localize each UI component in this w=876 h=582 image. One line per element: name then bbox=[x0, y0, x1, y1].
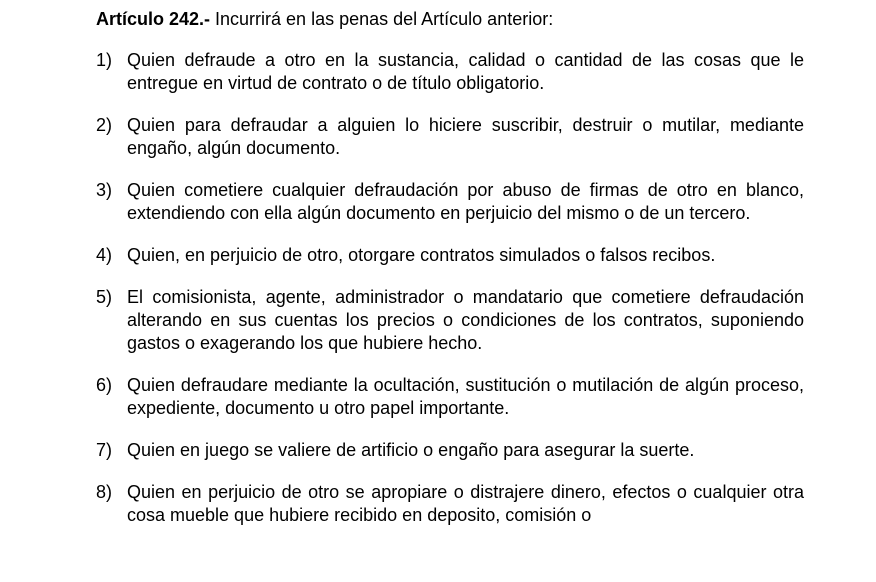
item-text: Quien defraudare mediante la ocultación, sustitución o mutilación de algún proceso, expediente, documento u otro papel importante. bbox=[127, 375, 804, 418]
item-number: 2) bbox=[96, 115, 113, 135]
item-number: 7) bbox=[96, 440, 113, 460]
list-item bbox=[96, 286, 804, 355]
article-heading bbox=[96, 8, 804, 30]
list-item bbox=[96, 244, 804, 267]
item-number: 8) bbox=[96, 482, 113, 502]
list-item bbox=[96, 49, 804, 95]
list-item bbox=[96, 179, 804, 225]
item-text: Quien defraude a otro en la sustancia, calidad o cantidad de las cosas que le entregue en virtud de contrato o de título obligatorio. bbox=[127, 50, 804, 93]
item-number: 4) bbox=[96, 245, 113, 265]
list-item bbox=[96, 114, 804, 160]
item-number: 5) bbox=[96, 287, 113, 307]
item-text: Quien en juego se valiere de artificio o engaño para asegurar la suerte. bbox=[127, 440, 695, 460]
list-item bbox=[96, 439, 804, 462]
item-text: El comisionista, agente, administrador o mandatario que cometiere defraudación alterando en sus cuentas los precios o condiciones de los contratos, suponiendo gastos o exagerando los que hubiere hecho. bbox=[127, 287, 804, 353]
item-text: Quien, en perjuicio de otro, otorgare contratos simulados o falsos recibos. bbox=[127, 245, 716, 265]
item-number: 1) bbox=[96, 50, 113, 70]
item-text: Quien en perjuicio de otro se apropiare o distrajere dinero, efectos o cualquier otra cosa mueble que hubiere recibido en deposito, comisión o bbox=[127, 482, 804, 525]
list-item bbox=[96, 481, 804, 527]
item-number: 6) bbox=[96, 375, 113, 395]
article-intro: Incurrirá en las penas del Artículo anterior: bbox=[210, 9, 554, 29]
item-text: Quien para defraudar a alguien lo hiciere suscribir, destruir o mutilar, mediante engaño, algún documento. bbox=[127, 115, 804, 158]
item-text: Quien cometiere cualquier defraudación por abuso de firmas de otro en blanco, extendiendo con ella algún documento en perjuicio del mismo o de un tercero. bbox=[127, 180, 804, 223]
article-title: Artículo 242.- bbox=[96, 9, 211, 29]
article-item-list bbox=[96, 49, 804, 527]
item-number: 3) bbox=[96, 180, 113, 200]
list-item bbox=[96, 374, 804, 420]
document-page bbox=[96, 8, 804, 546]
